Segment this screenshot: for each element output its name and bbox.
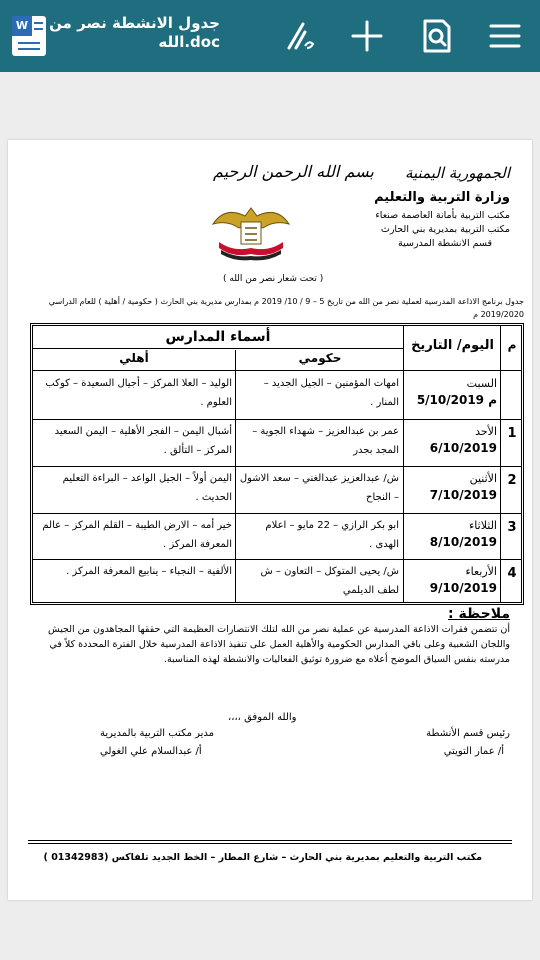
slogan: ( تحت شعار نصر من الله ) (223, 274, 324, 284)
row-number: 3 (507, 520, 517, 535)
basmala: بسم الله الرحمن الرحيم (213, 162, 374, 181)
footer-address: مكتب التربية والتعليم بمديرية بني الحارث – شارع المطار – الخط الجديد تلفاكس (01342983 ) (43, 852, 482, 863)
row-number: 2 (507, 473, 517, 488)
yemen-emblem-icon (211, 194, 291, 264)
letterhead-office1: مكتب التربية بأمانة العاصمة صنعاء (375, 210, 510, 221)
row-private-schools: خير أمه – الارض الطيبة – القلم المركز – عالم المعرفة المركز . (42, 520, 232, 550)
signature-left-name: أ/ عبدالسلام علي الغولي (100, 746, 202, 757)
row-private-schools: أشبال اليمن – الفجر الأهلية – اليمن السعيد المركز – التألق . (54, 426, 232, 456)
row-government-schools: عمر بن عبدالعزيز – شهداء الجوية – المجد بجدر (252, 426, 399, 456)
row-government-schools: ش/ يحيى المتوكل – التعاون – ش لطف الديلمي (260, 566, 399, 596)
document-title: جدول الانشطة نصر من الله.doc (49, 14, 220, 51)
row-day: الثلاثاء 8/10/2019 (429, 519, 497, 549)
intro-text: جدول برنامج الاذاعة المدرسية لعملية نصر من الله من تاريخ 5 – 9 / 10/ 2019 م بمدارس مديرية بني الحارث ( حكومية / أهلية ) للعام الدراسي 2019/2020 م (48, 297, 524, 319)
row-day: السبت 5/10/2019 م (416, 377, 497, 407)
header-number: م (507, 338, 517, 352)
document-page (8, 140, 532, 900)
signature-right-name: أ/ عمار التويتي (443, 746, 504, 757)
letterhead-office2: مكتب التربية بمديرية بني الحارث (380, 224, 510, 235)
letterhead-dept: قسم الانشطة المدرسية (398, 238, 492, 249)
header-day-date: اليوم/ التاريخ (411, 338, 494, 353)
schedule-table (30, 323, 524, 605)
row-government-schools: امهات المؤمنين – الجيل الجديد – المنار . (263, 378, 399, 408)
row-private-schools: الوليد – العلا المركز – أجيال السعيدة – كوكب العلوم . (45, 378, 232, 408)
row-private-schools: اليمن أولاً – الجيل الواعد – البراءة التعليم الحديث . (62, 473, 232, 503)
row-private-schools: الألفية – النجباء – ينابيع المعرفة المركز . (66, 566, 232, 577)
word-doc-icon: W (12, 16, 46, 56)
row-number: 1 (507, 426, 517, 441)
app-toolbar (0, 0, 540, 72)
search-document-icon[interactable] (419, 18, 455, 54)
header-schools: أسماء المدارس (165, 329, 271, 345)
signature-right-title: رئيس قسم الأنشطة (426, 728, 510, 739)
notes-body: أن تتضمن فقرات الاذاعة المدرسية عن عملية نصر من الله لتلك الانتصارات العظيمة التي حققها المجاهدون من الجيش واللجان الشعبية وعلى باقي المدارس الحكومية والأهلية العمل على تنفيذ الاذاعة المدرسية خلال الفترة المحددة كلاً في مدرسته بنفس السياق الموضح أعلاه مع ضرورة توثيق الفعاليات والانشطة لهذه المناسبة. (48, 624, 510, 665)
header-private: أهلي (119, 351, 149, 365)
footer-divider (28, 843, 512, 844)
letterhead-republic: الجمهورية اليمنية (404, 164, 510, 182)
row-government-schools: ابو بكر الرازي – 22 مايو – اعلام الهدى . (265, 520, 399, 550)
row-day: الأربعاء 9/10/2019 (429, 565, 497, 595)
row-day: الأحد 6/10/2019 (429, 425, 497, 455)
header-government: حكومي (298, 351, 342, 365)
notes-heading: ملاحظة : (448, 606, 510, 622)
row-number: 4 (507, 566, 517, 581)
add-icon[interactable] (349, 18, 385, 54)
signature-left-title: مدير مكتب التربية بالمديرية (100, 728, 215, 739)
row-government-schools: ش/ عبدالعزيز عبدالغني – سعد الاشول – النجاح (239, 473, 399, 503)
letterhead-ministry: وزارة التربية والتعليم (374, 190, 510, 205)
footer-divider (28, 840, 512, 841)
pen-edit-icon[interactable] (283, 18, 319, 54)
closing-text: والله الموفق ،،،، (228, 712, 297, 723)
menu-icon[interactable] (487, 18, 523, 54)
row-day: الأثنين 7/10/2019 (429, 472, 497, 502)
